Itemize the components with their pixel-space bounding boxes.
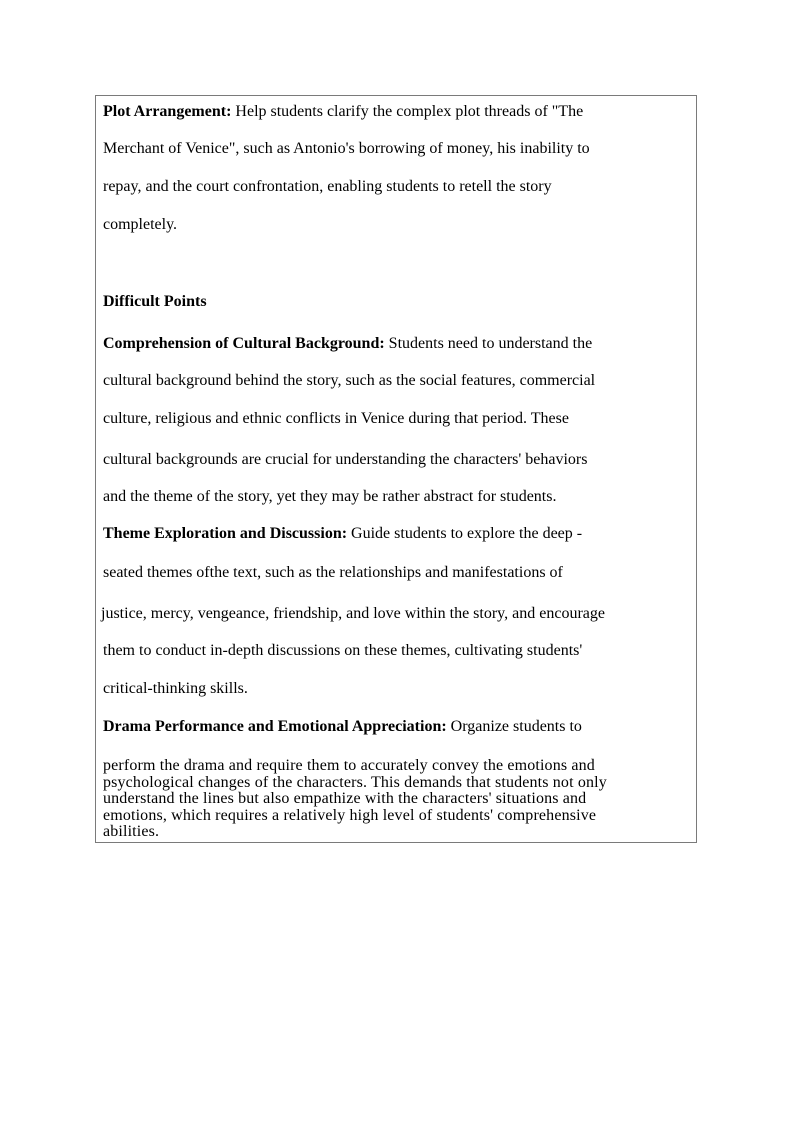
drama-performance-body	[103, 758, 693, 841]
plot-arrangement-heading: Plot Arrangement:	[103, 103, 232, 120]
drama-performance-line-4: understand the lines but also empathize with the characters' situations and	[103, 790, 587, 807]
plot-arrangement-line-3: repay, and the court confrontation, enabling students to retell the story	[103, 178, 552, 195]
cultural-background-line-2: cultural background behind the story, such as the social features, commercial	[103, 372, 596, 389]
cultural-background-line-3: culture, religious and ethnic conflicts in Venice during that period. These	[103, 410, 569, 427]
cultural-background-line-4: cultural backgrounds are crucial for understanding the characters' behaviors	[103, 451, 588, 468]
drama-performance-line-6: abilities.	[103, 823, 160, 840]
cultural-background-line-5: and the theme of the story, yet they may be rather abstract for students.	[103, 488, 557, 505]
cultural-background-heading: Comprehension of Cultural Background:	[103, 335, 385, 352]
difficult-points-heading: Difficult Points	[103, 293, 207, 310]
theme-exploration-line-3: justice, mercy, vengeance, friendship, and love within the story, and encourage	[101, 605, 605, 622]
cultural-background-line-1: Comprehension of Cultural Background: Students need to understand the	[103, 335, 593, 352]
theme-exploration-line-2: seated themes ofthe text, such as the relationships and manifestations of	[103, 564, 563, 581]
plot-arrangement-line-2: Merchant of Venice", such as Antonio's borrowing of money, his inability to	[103, 140, 590, 157]
drama-performance-line-5: emotions, which requires a relatively high level of students' comprehensive	[103, 806, 597, 824]
theme-exploration-heading: Theme Exploration and Discussion:	[103, 525, 348, 542]
drama-performance-line-1: Drama Performance and Emotional Appreciation: Organize students to	[103, 718, 582, 735]
theme-exploration-line-5: critical-thinking skills.	[103, 680, 248, 697]
plot-arrangement-line-4: completely.	[103, 216, 178, 233]
drama-performance-line-2: perform the drama and require them to accurately convey the emotions and	[103, 757, 595, 774]
drama-performance-heading: Drama Performance and Emotional Appreciation:	[103, 718, 447, 735]
plot-arrangement-line-1: Plot Arrangement: Help students clarify the complex plot threads of "The	[103, 103, 584, 120]
theme-exploration-line-4: them to conduct in-depth discussions on these themes, cultivating students'	[103, 642, 583, 659]
drama-performance-line-3: psychological changes of the characters. This demands that students not only	[103, 773, 607, 791]
theme-exploration-line-1: Theme Exploration and Discussion: Guide students to explore the deep -	[103, 525, 583, 542]
